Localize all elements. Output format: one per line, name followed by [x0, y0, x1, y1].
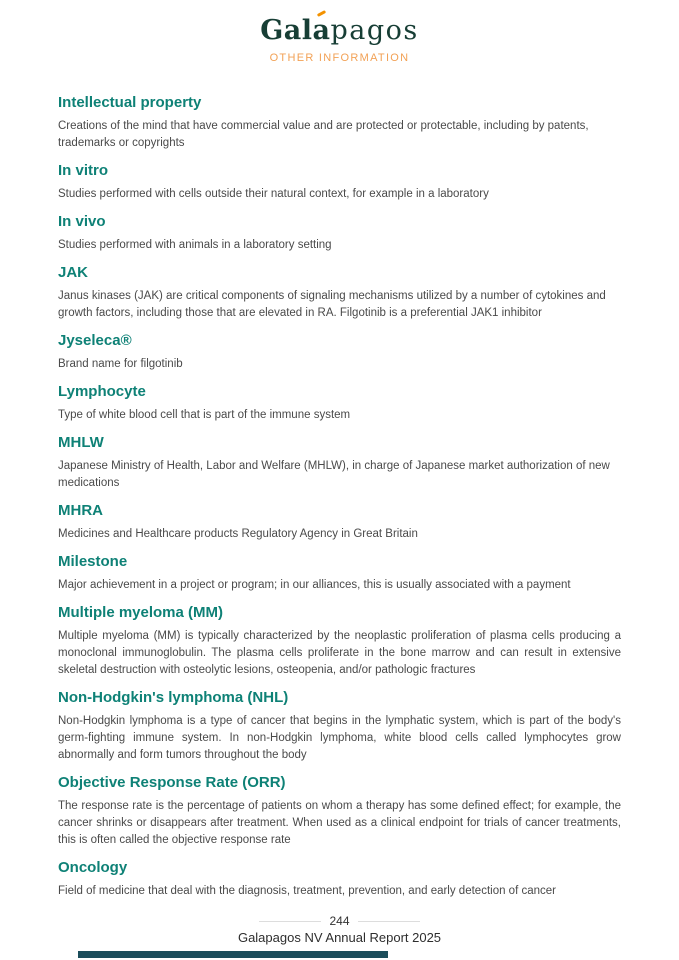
section-label: OTHER INFORMATION — [269, 52, 410, 64]
glossary-section — [58, 93, 621, 152]
glossary-section — [58, 212, 621, 254]
term-definition: Non-Hodgkin lymphoma is a type of cancer that begins in the lymphatic system, which is part of the body's germ-fighting immune system. In non-Hodgkin lymphoma, white blood cells called lymphocytes grow abnormally and form tumors throughout the body — [58, 715, 621, 761]
term-heading: Jyseleca® — [58, 332, 132, 349]
glossary-section — [58, 433, 621, 492]
glossary-section — [58, 552, 621, 594]
galapagos-logo — [260, 16, 419, 46]
glossary-section — [58, 382, 621, 424]
term-heading: JAK — [58, 264, 89, 281]
glossary-section — [58, 688, 621, 764]
term-heading: In vivo — [58, 213, 106, 230]
bottom-accent-bar — [78, 951, 388, 958]
term-definition: Multiple myeloma (MM) is typically characterized by the neoplastic proliferation of plasma cells producing a monoclonal immunoglobulin. The plasma cells proliferate in the bone marrow and can result in extensive skeletal destruction with osteolytic lesions, osteopenia, and/or pathologic fractures — [58, 630, 621, 676]
logo-accented-letter: a — [313, 16, 331, 46]
glossary-section — [58, 773, 621, 849]
term-definition: Field of medicine that deal with the diagnosis, treatment, prevention, and early detection of cancer — [58, 885, 556, 897]
logo-text-light: pagos — [330, 15, 419, 46]
term-heading: Intellectual property — [58, 94, 202, 111]
term-heading: Multiple myeloma (MM) — [58, 604, 224, 621]
page-number-row — [0, 914, 679, 928]
report-title: Galapagos NV Annual Report 2025 — [237, 930, 442, 945]
term-heading: In vitro — [58, 162, 109, 179]
term-definition: Creations of the mind that have commercial value and are protected or protectable, including by patents, trademarks or copyrights — [58, 120, 589, 149]
term-definition: Major achievement in a project or program; in our alliances, this is usually associated with a payment — [58, 579, 571, 591]
term-heading: Oncology — [58, 859, 128, 876]
glossary-section — [58, 858, 621, 900]
page-header — [0, 0, 679, 65]
term-definition: Studies performed with animals in a laboratory setting — [58, 239, 332, 251]
glossary-section — [58, 501, 621, 543]
page-footer — [0, 914, 679, 945]
term-definition: The response rate is the percentage of patients on whom a therapy has some defined effect; for example, the cancer shrinks or disappears after treatment. When used as a clinical endpoint for trials of cancer treatments, this is often called the objective response rate — [58, 800, 621, 846]
divider-line — [358, 921, 420, 922]
term-definition: Medicines and Healthcare products Regulatory Agency in Great Britain — [58, 528, 418, 540]
divider-line — [259, 921, 321, 922]
term-definition: Type of white blood cell that is part of the immune system — [58, 409, 351, 421]
glossary-section — [58, 603, 621, 679]
page-number: 244 — [329, 914, 350, 928]
glossary-section — [58, 263, 621, 322]
term-definition: Studies performed with cells outside their natural context, for example in a laboratory — [58, 188, 489, 200]
glossary-section — [58, 161, 621, 203]
term-definition: Japanese Ministry of Health, Labor and Welfare (MHLW), in charge of Japanese market authorization of new medications — [58, 460, 610, 489]
term-heading: Lymphocyte — [58, 383, 146, 400]
term-heading: Objective Response Rate (ORR) — [58, 774, 286, 791]
term-heading: Milestone — [58, 553, 128, 570]
glossary-content — [0, 65, 679, 900]
logo-text-bold: Gala — [260, 15, 330, 46]
term-heading: MHRA — [58, 502, 103, 519]
term-definition: Brand name for filgotinib — [58, 358, 183, 370]
glossary-section — [58, 331, 621, 373]
term-heading: MHLW — [58, 434, 104, 451]
term-definition: Janus kinases (JAK) are critical components of signaling mechanisms utilized by a number of cytokines and growth factors, including those that are elevated in RA. Filgotinib is a preferential JAK1 inhibitor — [58, 290, 606, 319]
term-heading: Non-Hodgkin's lymphoma (NHL) — [58, 689, 289, 706]
